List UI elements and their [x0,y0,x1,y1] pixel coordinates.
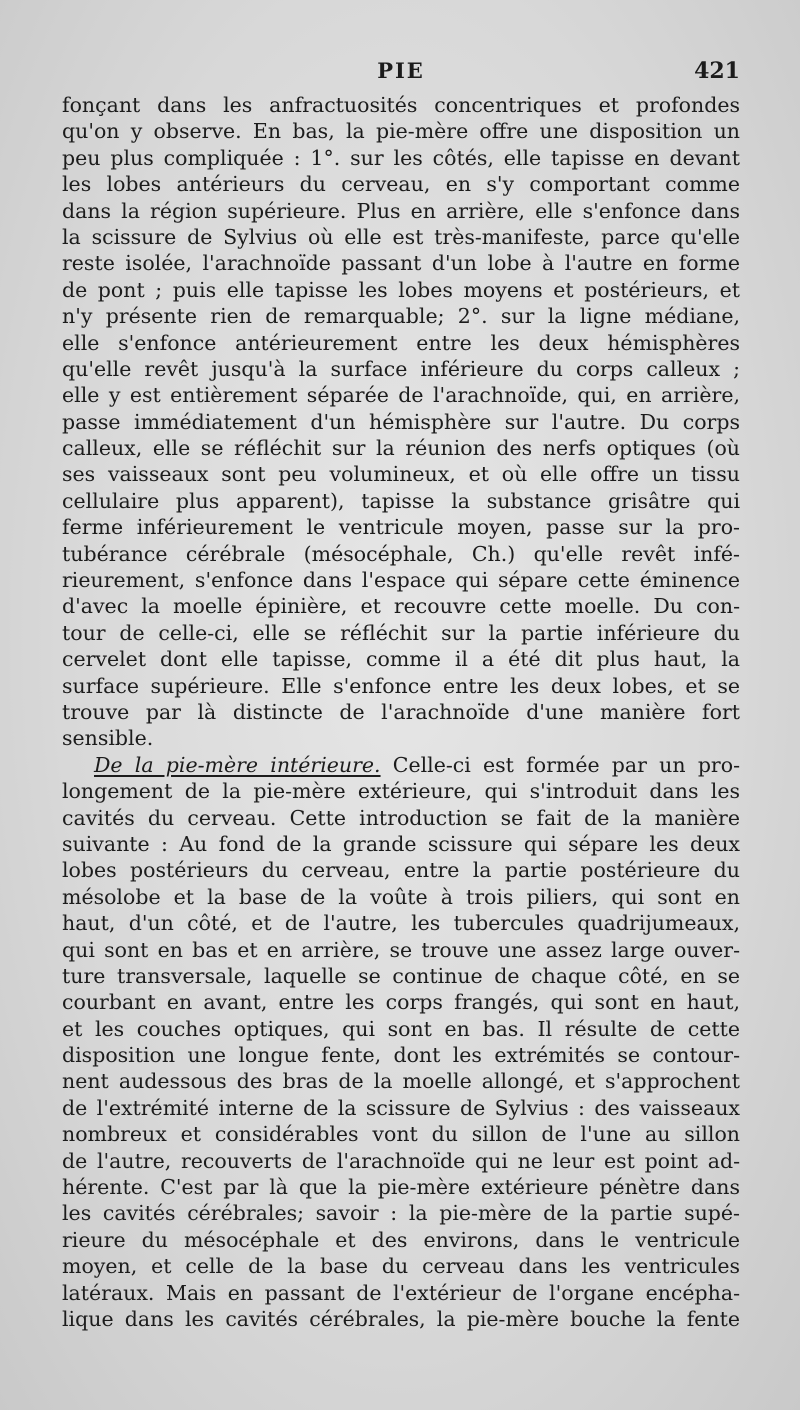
running-head: PIE [377,58,425,83]
text-line: rieurement, s'enfonce dans l'espace qui sépare cette éminence [62,568,740,593]
text-line: de pont ; puis elle tapisse les lobes moyens et postérieurs, et [62,277,740,302]
text-line: cervelet dont elle tapisse, comme il a été dit plus haut, la [62,647,740,672]
section-heading: De la pie-mère intérieure. [94,752,381,777]
text-line: qu'on y observe. En bas, la pie-mère offre une disposition un [62,119,740,144]
text-line: ferme inférieurement le ventricule moyen, passe sur la pro- [62,515,740,540]
text-line: n'y présente rien de remarquable; 2°. sur la ligne médiane, [62,304,740,329]
text-line: lobes postérieurs du cerveau, entre la partie postérieure du [62,858,740,883]
text-line: hérente. C'est par là que la pie-mère extérieure pénètre dans [62,1175,740,1200]
text-line: les lobes antérieurs du cerveau, en s'y comportant comme [62,172,740,197]
text-line: disposition une longue fente, dont les extrémités se contour- [62,1043,740,1068]
text-line: elle s'enfonce antérieurement entre les deux hémisphères [62,330,740,355]
text-line: longement de la pie-mère extérieure, qui s'introduit dans les [62,779,740,804]
text-line: passe immédiatement d'un hémisphère sur l'autre. Du corps [62,409,740,434]
text-line: tour de celle-ci, elle se réfléchit sur la partie inférieure du [62,620,740,645]
text-line: sensible. [62,726,154,751]
text-line: lique dans les cavités cérébrales, la pie-mère bouche la fente [62,1306,740,1331]
text-line: peu plus compliquée : 1°. sur les côtés, elle tapisse en devant [62,145,740,170]
text-line: suivante : Au fond de la grande scissure qui sépare les deux [62,831,740,856]
text-run: Celle-ci est formée par un pro- [380,752,740,777]
text-line: latéraux. Mais en passant de l'extérieur de l'organe encépha- [62,1280,740,1305]
text-line: nent audessous des bras de la moelle allongé, et s'approchent [62,1069,740,1094]
paragraph-2 [62,752,740,1333]
text-line: et les couches optiques, qui sont en bas. Il résulte de cette [62,1016,740,1041]
text-line: courbant en avant, entre les corps frangés, qui sont en haut, [62,990,740,1015]
text-line: calleux, elle se réfléchit sur la réunion des nerfs optiques (où [62,436,740,461]
text-line: d'avec la moelle épinière, et recouvre cette moelle. Du con- [62,594,740,619]
text-line: qui sont en bas et en arrière, se trouve une assez large ouver- [62,937,740,962]
text-line: de l'autre, recouverts de l'arachnoïde qui ne leur est point ad- [62,1148,740,1173]
text-line: ses vaisseaux sont peu volumineux, et où elle offre un tissu [62,462,740,487]
text-line: cellulaire plus apparent), tapisse la substance grisâtre qui [62,488,740,513]
text-line: dans la région supérieure. Plus en arrière, elle s'enfonce dans [62,198,740,223]
text-line: les cavités cérébrales; savoir : la pie-mère de la partie supé- [62,1201,740,1226]
text-line: qu'elle revêt jusqu'à la surface inférieure du corps calleux ; [62,356,740,381]
text-line: haut, d'un côté, et de l'autre, les tubercules quadrijumeaux, [62,911,740,936]
text-line: reste isolée, l'arachnoïde passant d'un lobe à l'autre en forme [62,251,740,276]
text-line: ture transversale, laquelle se continue de chaque côté, en se [62,963,740,988]
text-line: rieure du mésocéphale et des environs, dans le ventricule [62,1227,740,1252]
text-line: la scissure de Sylvius où elle est très-manifeste, parce qu'elle [62,224,740,249]
text-line: de l'extrémité interne de la scissure de Sylvius : des vaisseaux [62,1095,740,1120]
text-line: mésolobe et la base de la voûte à trois piliers, qui sont en [62,884,740,909]
text-line: fonçant dans les anfractuosités concentriques et profondes [62,93,740,117]
text-line: surface supérieure. Elle s'enfonce entre les deux lobes, et se [62,673,740,698]
text-line: moyen, et celle de la base du cerveau dans les ventricules [62,1254,740,1279]
text-line: trouve par là distincte de l'arachnoïde d'une manière fort [62,699,740,724]
page-body [62,92,740,1332]
text-line: cavités du cerveau. Cette introduction se fait de la manière [62,805,740,830]
text-line [62,752,740,778]
paragraph-1 [62,92,740,752]
page-number: 421 [694,58,740,84]
text-line: nombreux et considérables vont du sillon de l'une au sillon [62,1122,740,1147]
text-line: tubérance cérébrale (mésocéphale, Ch.) qu'elle revêt infé- [62,541,740,566]
page-header [62,58,740,88]
text-line: elle y est entièrement séparée de l'arachnoïde, qui, en arrière, [62,383,740,408]
